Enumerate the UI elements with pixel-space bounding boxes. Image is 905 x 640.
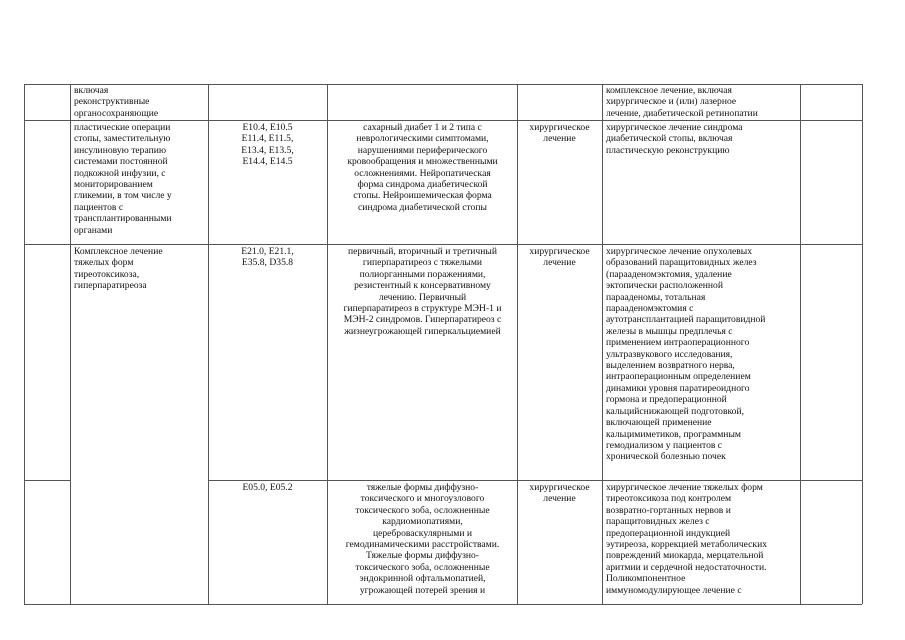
- cell-treatment-method: комплексное лечение, включая хирургическое и (или) лазерное лечение, диабетической ретинопатии: [606, 85, 758, 119]
- column-divider: [517, 84, 518, 604]
- column-divider: [862, 84, 863, 604]
- cell-icd-codes: E21.0, E21.1, E35.8, D35.8: [241, 246, 294, 269]
- cell-procedure-name: Комплексное лечение тяжелых форм тиреотоксикоза, гиперпаратиреоза: [74, 246, 163, 292]
- cell-patient-model: первичный, вторичный и третичный гиперпаратиреоз с тяжелыми полиорганными поражениями, резистентный к консервативному лечению. Первичный гиперпаратиреоз в структуре МЭН-1 и МЭН-2 синдромов. Гиперпаратиреоз с жизнеугрожающей гиперкальциемией: [343, 246, 502, 337]
- cell-treatment-method: хирургическое лечение опухолевых образований паращитовидных желез (парааденомэктомия, удаление эктопически расположенной парааденомы, тотальная парааденомэктомия с аутотрансплантацией паращитовидной железы в мышцы предплечья с применением интраоперационного ультразвукового исследования, выделением возвратного нерва, интраоперационным определением динамики уровня паратиреоидного гормона и предоперационной кальцийснижающей подготовкой, включающей применение кальцимиметиков, программным гемодиализом у пациентов с хронической болезнью почек: [606, 246, 766, 463]
- column-divider: [602, 84, 603, 604]
- column-divider: [70, 84, 71, 604]
- cell-treatment-type: хирургическое лечение: [529, 122, 590, 145]
- cell-patient-model: тяжелые формы диффузно- токсического и многоузлового токсического зоба, осложненные кардиомиопатиями, цереброваскулярными и гемодинамическими расстройствами. Тяжелые формы диффузно- токсического зоба, осложненные эндокринной офтальмопатией, угрожающей потерей зрения и: [345, 482, 500, 596]
- cell-treatment-type: [519, 85, 600, 120]
- cell-procedure-name: включая реконструктивные органосохраняющие: [74, 85, 159, 119]
- cell-icd-codes: E10.4, E10.5 E11.4, E11.5, E13.4, E13.5, E14.4, E14.5: [241, 122, 294, 168]
- cell-icd-codes: E05.0, E05.2: [242, 482, 293, 493]
- cell-treatment-method: хирургическое лечение синдрома диабетической стопы, включая пластическую реконструкцию: [606, 122, 743, 156]
- row-divider: [24, 120, 862, 121]
- cell-icd-codes: [210, 85, 325, 120]
- table-border-bottom: [24, 604, 862, 605]
- cell-treatment-type: хирургическое лечение: [529, 246, 590, 269]
- row-divider: [24, 480, 70, 481]
- cell-patient-model: [330, 85, 515, 120]
- cell-patient-model: сахарный диабет 1 и 2 типа с неврологическими симптомами, нарушениями периферического кровообращения и множественными осложнениями. Нейропатическая форма синдрома диабетической стопы. Нейроишемическая форма синдрома диабетической стопы: [347, 122, 498, 213]
- column-divider: [327, 84, 328, 604]
- row-divider: [208, 480, 862, 481]
- cell-treatment-type: хирургическое лечение: [529, 482, 590, 505]
- column-divider: [800, 84, 801, 604]
- cell-procedure-name: пластические операции стопы, заместительную инсулиновую терапию системами постоянной подкожной инфузии, с мониторированием гликемии, в том числе у пациентов с трансплантированными органами: [74, 122, 172, 236]
- cell-treatment-method: хирургическое лечение тяжелых форм тиреотоксикоза под контролем возвратно-гортанных нервов и паращитовидных желез с предоперационной индукцией эутиреоза, коррекцией метаболических повреждений миокарда, мерцательной аритмии и сердечной недостаточности. Поликомпонентное иммуномодулирующее лечение с: [606, 482, 768, 596]
- column-divider: [208, 84, 209, 604]
- cell-procedure-name: [74, 482, 206, 604]
- row-divider: [24, 244, 862, 245]
- column-divider: [24, 84, 25, 604]
